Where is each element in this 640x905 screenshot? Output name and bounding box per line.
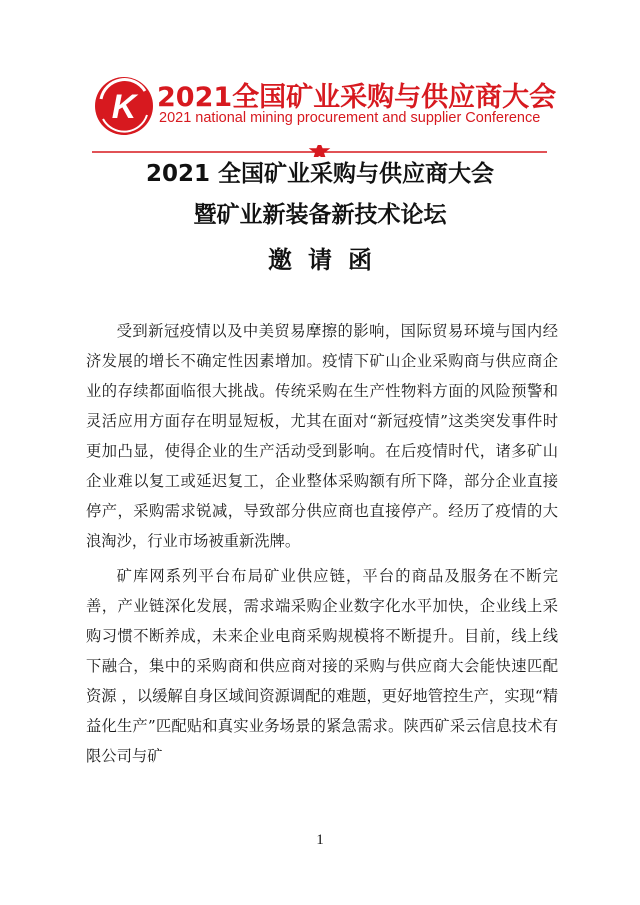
invitation-heading: 邀请函 — [268, 246, 388, 274]
page-number: 1 — [316, 832, 324, 848]
document-title: 2021 全国矿业采购与供应商大会 — [145, 161, 495, 187]
document-subtitle: 暨矿业新装备新技术论坛 — [193, 202, 447, 228]
logo-letter: K — [111, 88, 137, 126]
logo-title-cn: 2021全国矿业采购与供应商大会 — [157, 82, 557, 113]
paragraph: 受到新冠疫情以及中美贸易摩擦的影响，国际贸易环境与国内经济发展的增长不确定性因素增加。疫情下矿山企业采购商与供应商企业的存续都面临很大挑战。传统采购在生产性物料方面的风险预警和灵活应用方面存在明显短板，尤其在面对“新冠疫情”这类突发事件时更加凸显，使得企业的生产活动受到影响。在后疫情时代，诸多矿山企业难以复工或延迟复工，企业整体采购额有所下降，部分企业直接停产，采购需求锐减，导致部分供应商也直接停产。经历了疫情的大浪淘沙，行业市场被重新洗牌。 — [86, 322, 558, 550]
document-body — [86, 316, 558, 771]
logo-title-en: 2021 national mining procurement and supplier Conference — [159, 110, 541, 126]
paragraph: 矿库网系列平台布局矿业供应链，平台的商品及服务在不断完善，产业链深化发展，需求端采购企业数字化水平加快，企业线上采购习惯不断养成，未来企业电商采购规模将不断提升。目前，线上线下融合，集中的采购商和供应商对接的采购与供应商大会能快速匹配资源 ，以缓解自身区域间资源调配的难题，更好地管控生产，实现“精益化生产”匹配贴和真实业务场景的紧急需求。陕西矿采云信息技术有限公司与矿 — [86, 567, 558, 765]
conference-logo — [93, 73, 563, 143]
k-logo-icon — [93, 75, 155, 137]
